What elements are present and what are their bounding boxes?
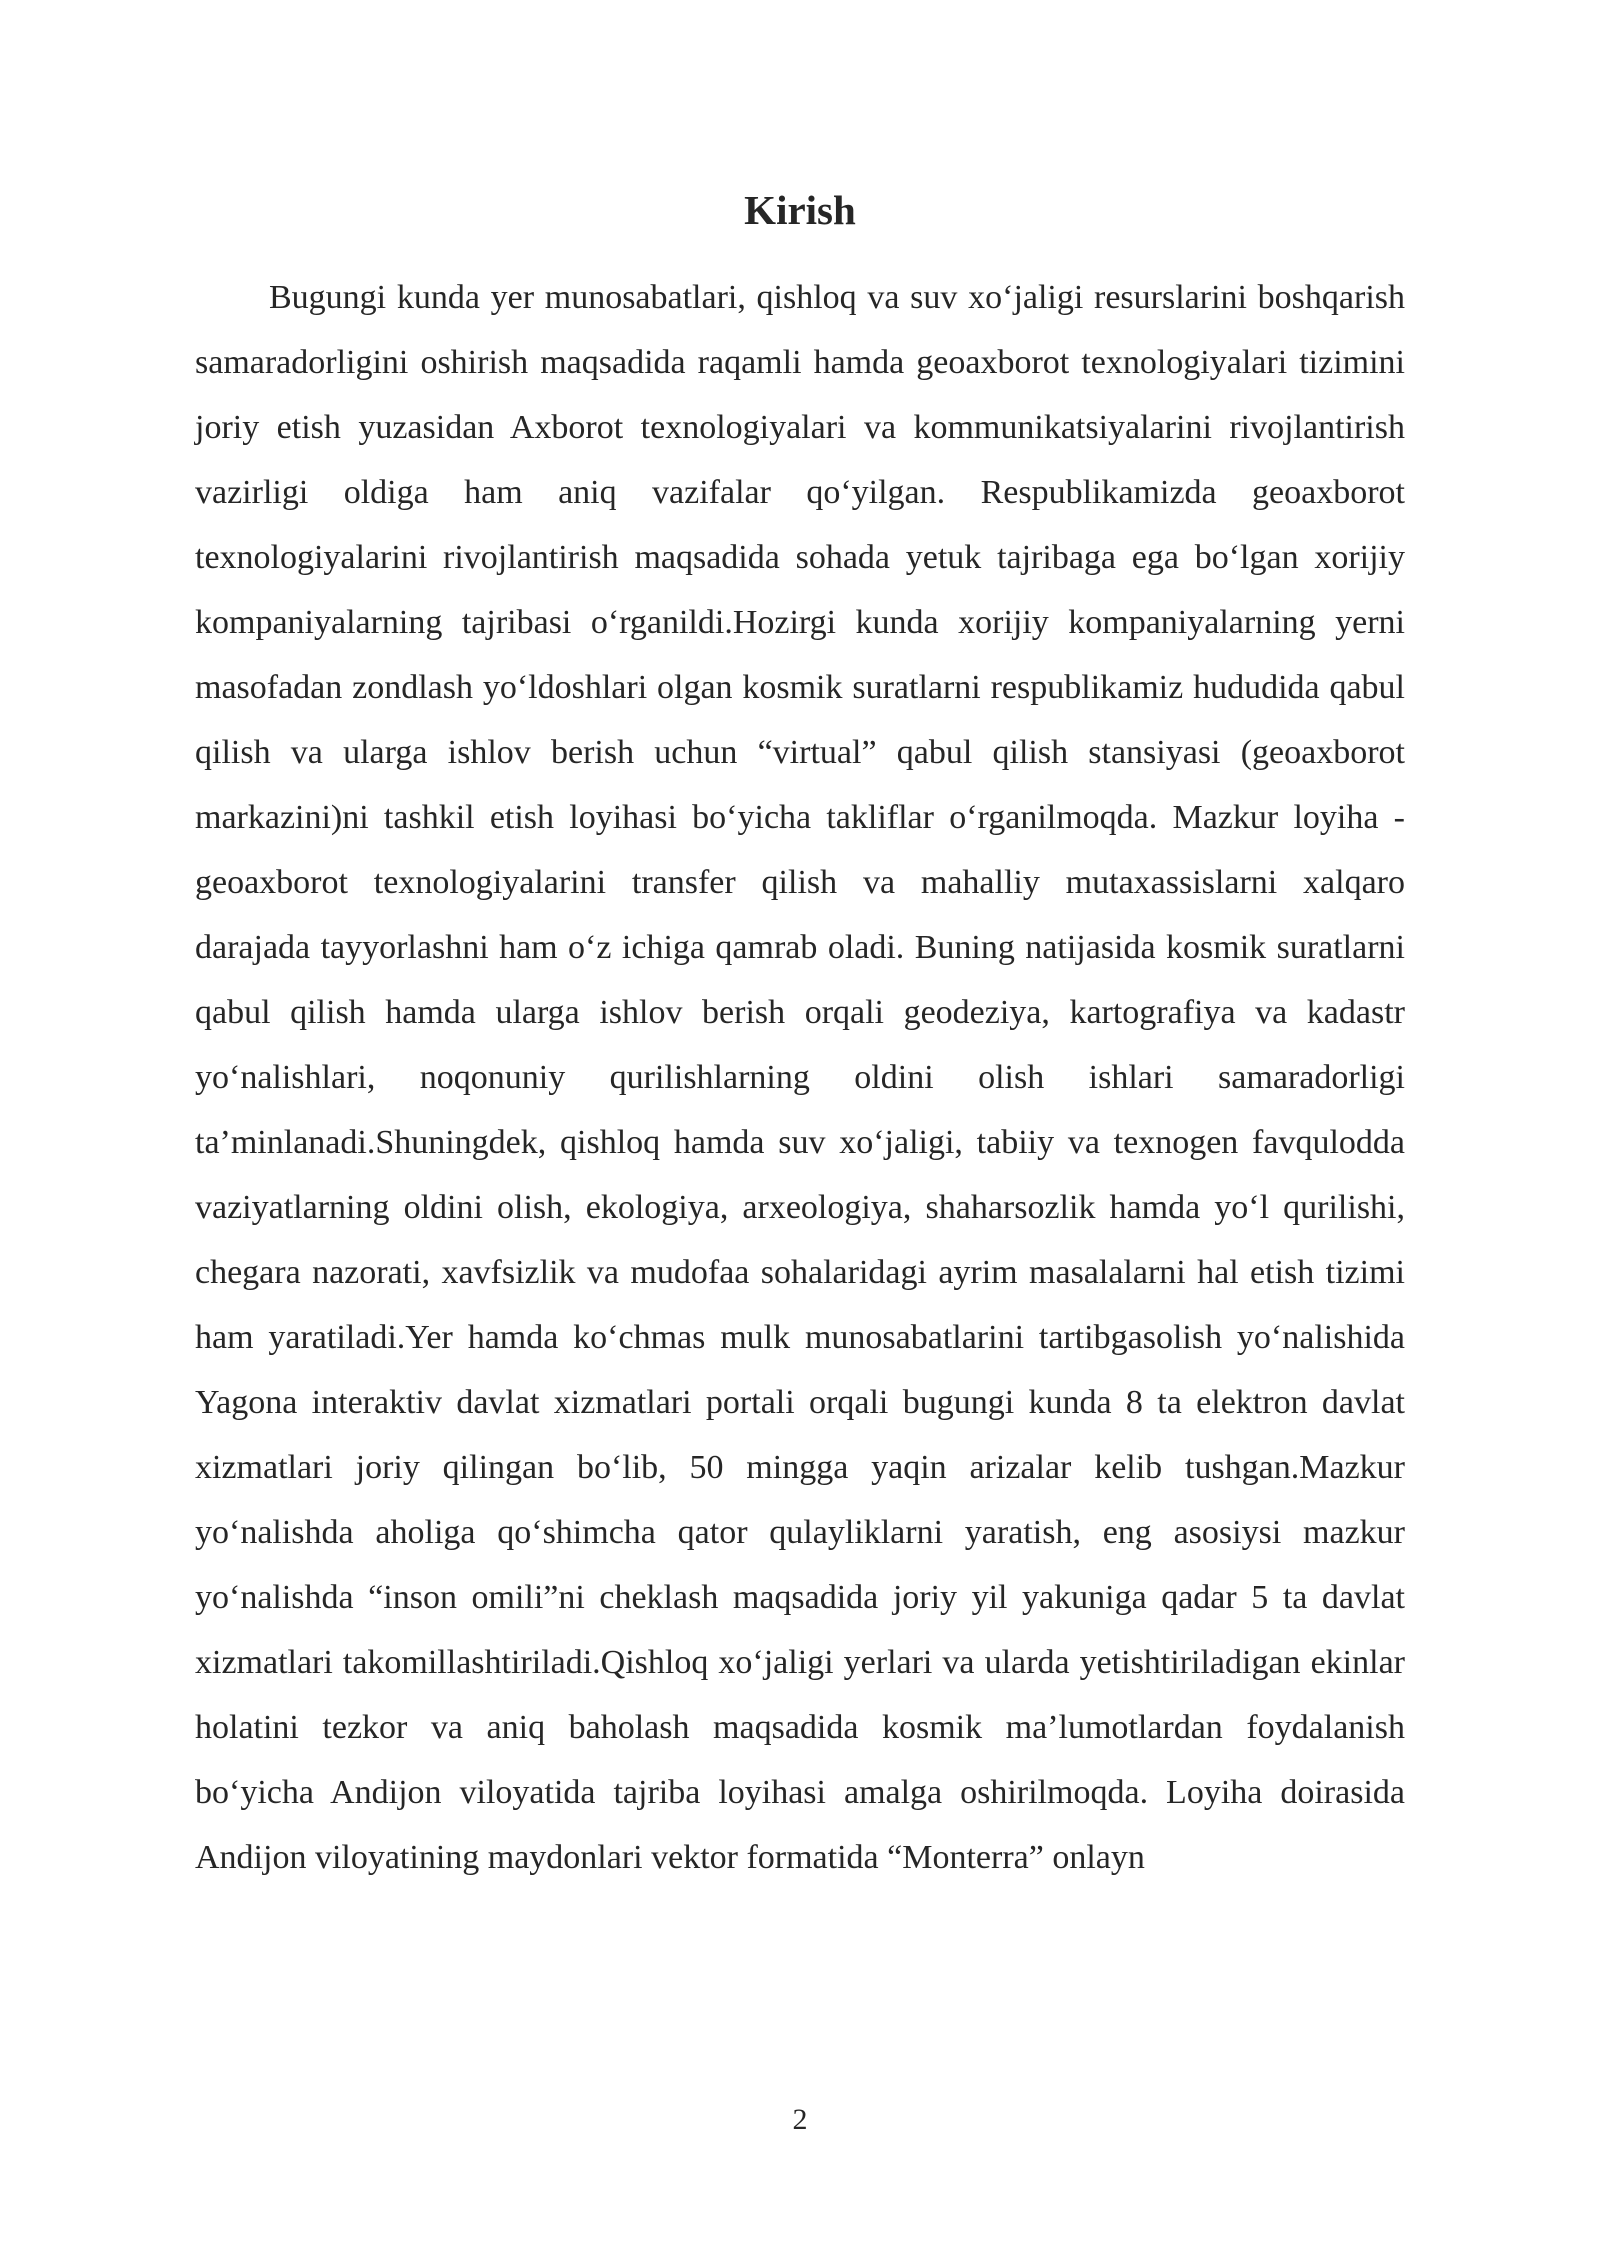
page-content bbox=[195, 185, 1405, 1890]
section-title: Kirish bbox=[744, 187, 856, 233]
page-number: 2 bbox=[792, 2103, 808, 2136]
body-paragraph: Bugungi kunda yer munosabatlari, qishloq va suv xo‘jaligi resurslarini boshqarish samaradorligini oshirish maqsadida raqamli hamda geoaxborot texnologiyalari tizimini joriy etish yuzasidan Axborot texnologiyalari va kommunikatsiyalarini rivojlantirish vazirligi oldiga ham aniq vazifalar qo‘yilgan. Respublikamizda geoaxborot texnologiyalarini rivojlantirish maqsadida sohada yetuk tajribaga ega bo‘lgan xorijiy kompaniyalarning tajribasi o‘rganildi.Hozirgi kunda xorijiy kompaniyalarning yerni masofadan zondlash yo‘ldoshlari olgan kosmik suratlarni respublikamiz hududida qabul qilish va ularga ishlov berish uchun “virtual” qabul qilish stansiyasi (geoaxborot markazini)ni tashkil etish loyihasi bo‘yicha takliflar o‘rganilmoqda. Mazkur loyiha - geoaxborot texnologiyalarini transfer qilish va mahalliy mutaxassislarni xalqaro darajada tayyorlashni ham o‘z ichiga qamrab oladi. Buning natijasida kosmik suratlarni qabul qilish hamda ularga ishlov berish orqali geodeziya, kartografiya va kadastr yo‘nalishlari, noqonuniy qurilishlarning oldini olish ishlari samaradorligi ta’minlanadi.Shuningdek, qishloq hamda suv xo‘jaligi, tabiiy va texnogen favqulodda vaziyatlarning oldini olish, ekologiya, arxeologiya, shaharsozlik hamda yo‘l qurilishi, chegara nazorati, xavfsizlik va mudofaa sohalaridagi ayrim masalalarni hal etish tizimi ham yaratiladi.Yer hamda ko‘chmas mulk munosabatlarini tartibgasolish yo‘nalishida Yagona interaktiv davlat xizmatlari portali orqali bugungi kunda 8 ta elektron davlat xizmatlari joriy qilingan bo‘lib, 50 mingga yaqin arizalar kelib tushgan.Mazkur yo‘nalishda aholiga qo‘shimcha qator qulayliklarni yaratish, eng asosiysi mazkur yo‘nalishda “inson omili”ni cheklash maqsadida joriy yil yakuniga qadar 5 ta davlat xizmatlari takomillashtiriladi.Qishloq xo‘jaligi yerlari va ularda yetishtiriladigan ekinlar holatini tezkor va aniq baholash maqsadida kosmik ma’lumotlardan foydalanish bo‘yicha Andijon viloyatida tajriba loyihasi amalga oshirilmoqda. Loyiha doirasida Andijon viloyatining maydonlari vektor formatida “Monterra” onlayn bbox=[195, 279, 1405, 1876]
